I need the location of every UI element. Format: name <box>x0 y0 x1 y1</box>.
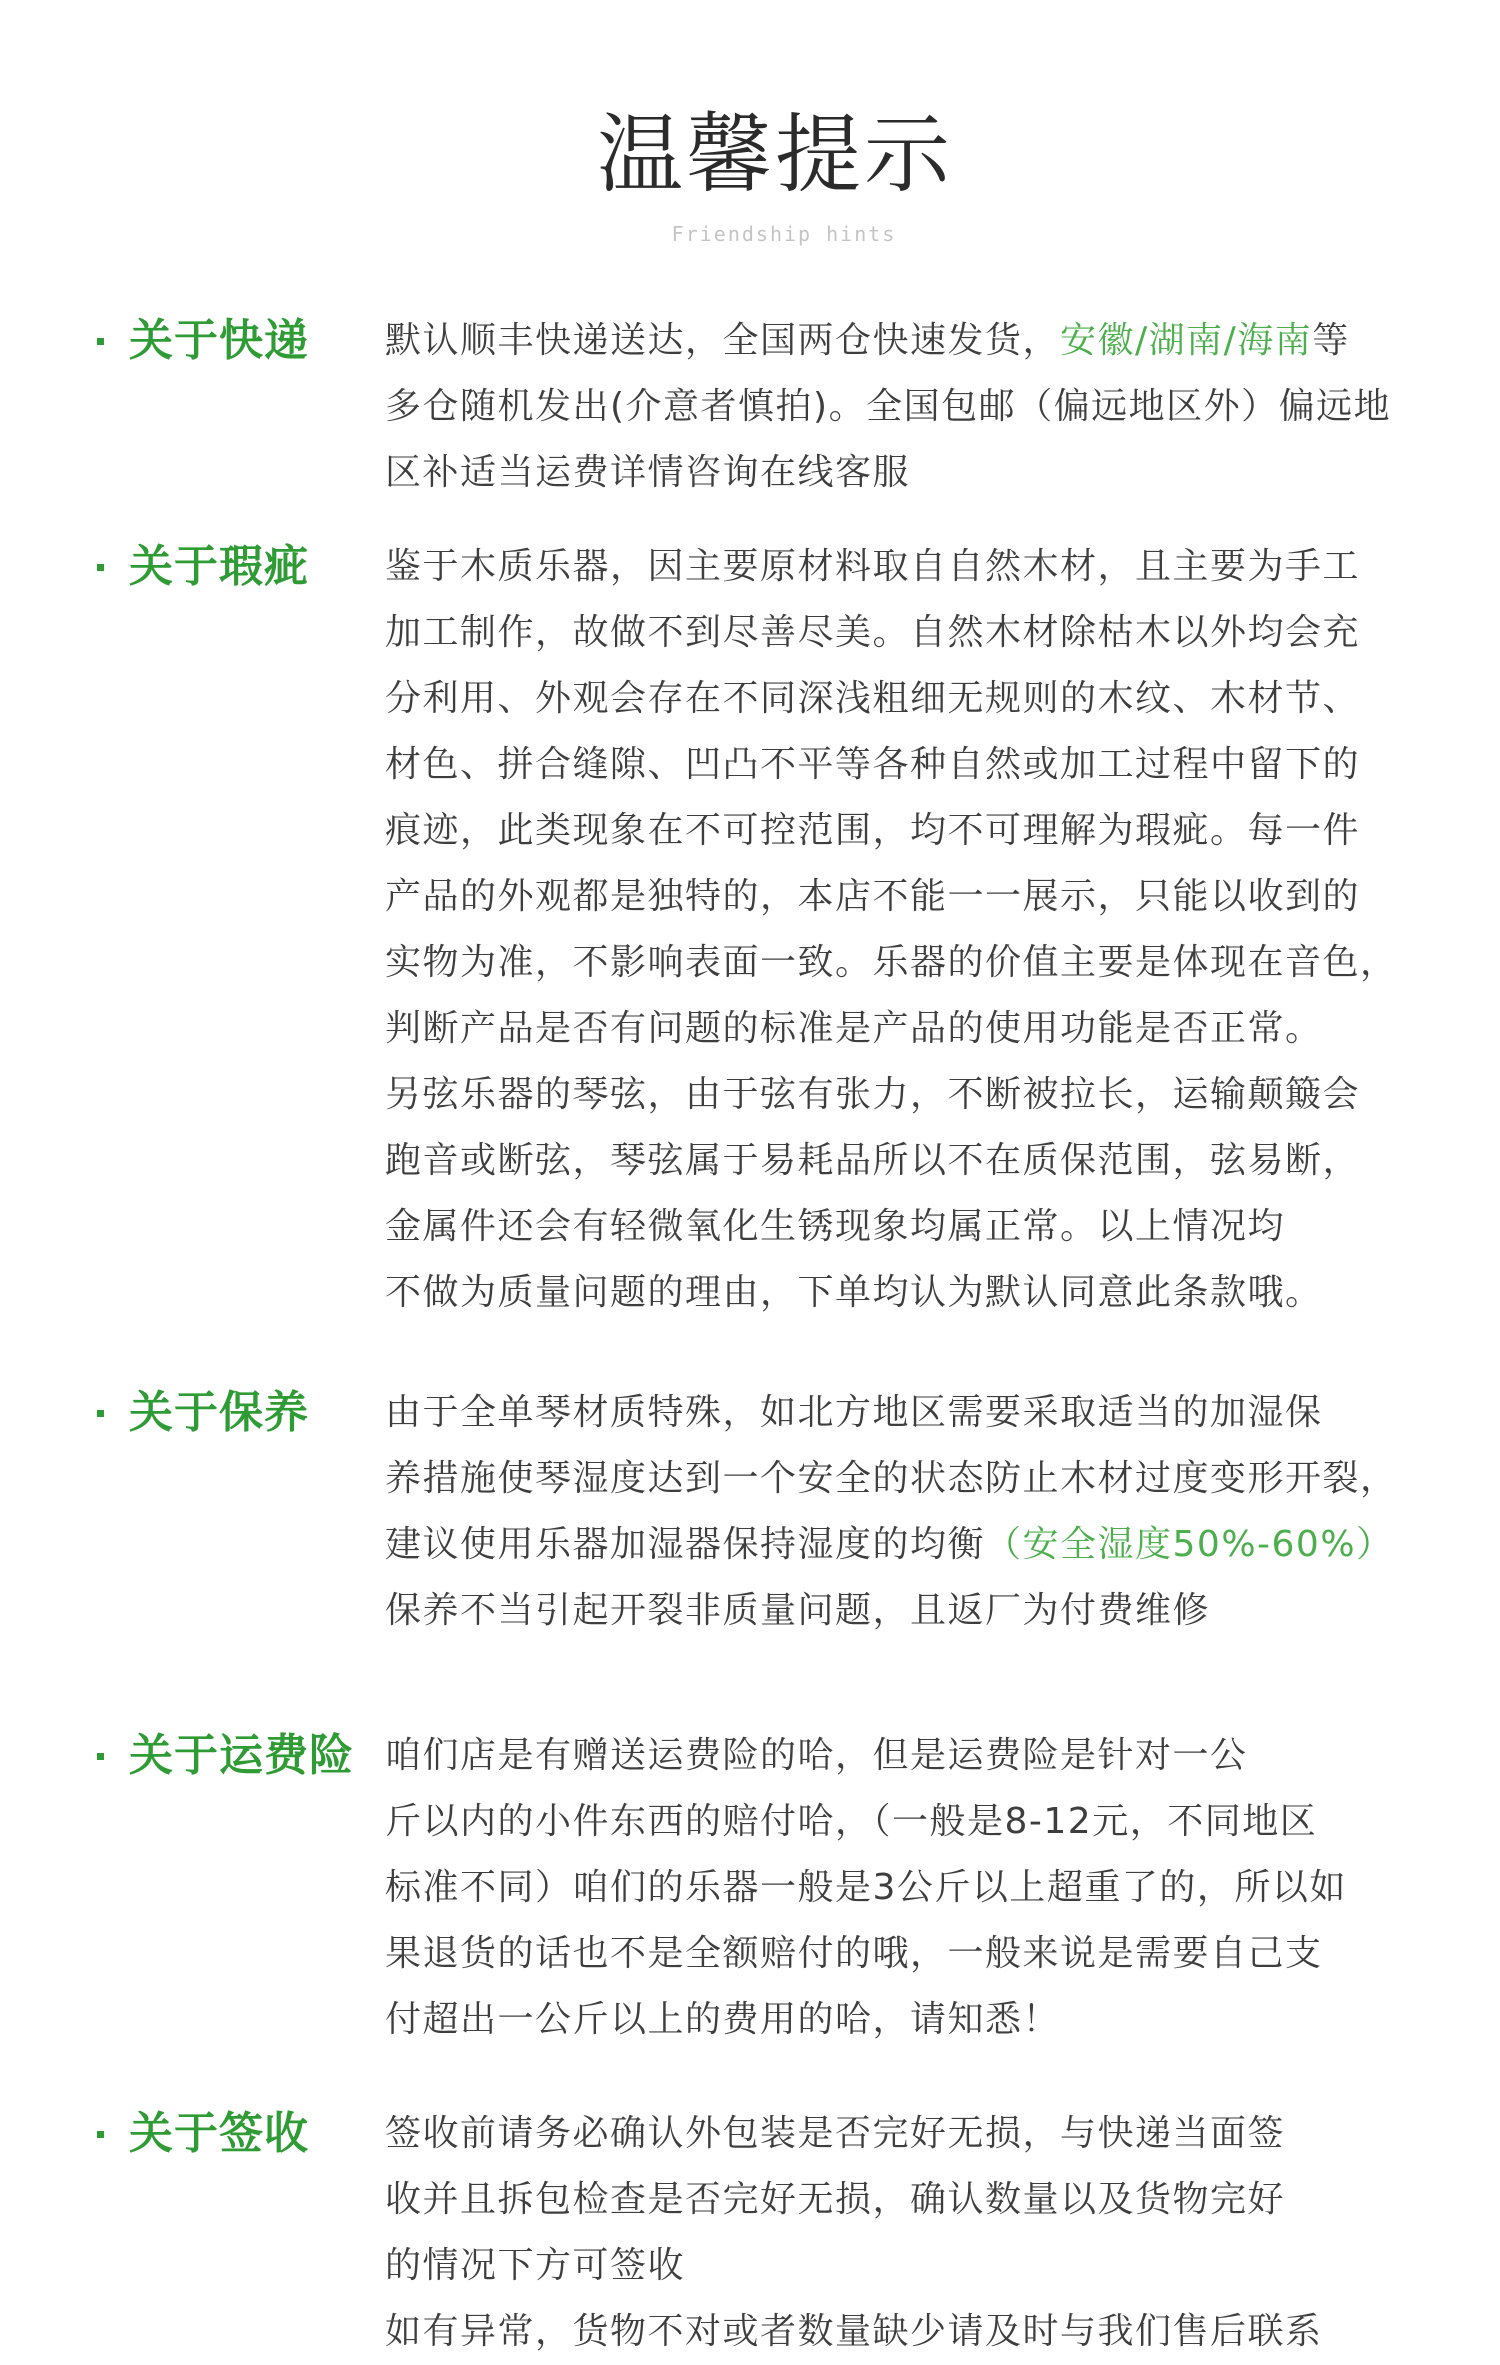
body-line: 由于全单琴材质特殊，如北方地区需要采取适当的加湿保 <box>385 1392 1323 1433</box>
section-receipt <box>0 2101 1500 2352</box>
line-text: 默认顺丰快递送达，全国两仓快速发货， <box>385 320 1061 361</box>
section-shipping <box>0 308 1500 506</box>
section-body <box>385 1723 1465 2053</box>
section-body <box>385 308 1465 506</box>
section-defects <box>0 534 1500 1326</box>
body-line: 的情况下方可签收 <box>385 2245 686 2286</box>
highlight-text: （安全湿度50%-60%） <box>985 1524 1394 1565</box>
section-label: 关于签收 <box>129 2108 309 2159</box>
body-line: 判断产品是否有问题的标准是产品的使用功能是否正常。 <box>385 1008 1323 1049</box>
section-label: 关于快递 <box>129 315 309 366</box>
section-label: 关于瑕疵 <box>129 541 309 592</box>
body-line: 材色、拼合缝隙、凹凸不平等各种自然或加工过程中留下的 <box>385 744 1361 785</box>
highlight-text: 安徽/湖南/海南 <box>1060 320 1313 361</box>
section-label: 关于运费险 <box>129 1730 354 1781</box>
body-line: 果退货的话也不是全额赔付的哦，一般来说是需要自己支 <box>385 1933 1323 1974</box>
body-line: 金属件还会有轻微氧化生锈现象均属正常。以上情况均 <box>385 1206 1286 1247</box>
body-line: 收并且拆包检查是否完好无损，确认数量以及货物完好 <box>385 2179 1286 2220</box>
body-line: 分利用、外观会存在不同深浅粗细无规则的木纹、木材节、 <box>385 678 1361 719</box>
bullet-dot <box>97 1753 104 1760</box>
body-line: 痕迹，此类现象在不可控范围，均不可理解为瑕疵。每一件 <box>385 810 1361 851</box>
bullet-dot <box>97 338 104 345</box>
line-text: 等 <box>1312 320 1350 361</box>
body-line <box>385 1512 1465 1578</box>
body-line: 产品的外观都是独特的，本店不能一一展示，只能以收到的 <box>385 876 1361 917</box>
body-line: 签收前请务必确认外包装是否完好无损，与快递当面签 <box>385 2113 1286 2154</box>
body-line: 不做为质量问题的理由，下单均认为默认同意此条款哦。 <box>385 1272 1323 1313</box>
body-line: 加工制作，故做不到尽善尽美。自然木材除枯木以外均会充 <box>385 612 1361 653</box>
section-shipping-insurance <box>0 1723 1500 2053</box>
body-line: 养措施使琴湿度达到一个安全的状态防止木材过度变形开裂， <box>385 1458 1398 1499</box>
body-line: 多仓随机发出(介意者慎拍)。全国包邮（偏远地区外）偏远地 <box>385 386 1392 427</box>
page-title: 温馨提示 <box>597 105 953 205</box>
body-line-clipped: 如有异常，货物不对或者数量缺少请及时与我们售后联系 <box>385 2311 1323 2352</box>
body-line: 区补适当运费详情咨询在线客服 <box>385 452 911 493</box>
page-subtitle: Friendship hints <box>671 222 897 246</box>
body-line <box>385 308 1465 374</box>
section-label: 关于保养 <box>129 1387 309 1438</box>
body-line: 跑音或断弦，琴弦属于易耗品所以不在质保范围，弦易断， <box>385 1140 1361 1181</box>
line-text: 建议使用乐器加湿器保持湿度的均衡 <box>385 1524 986 1565</box>
bullet-dot <box>97 1410 104 1417</box>
body-line: 斤以内的小件东西的赔付哈，（一般是8-12元，不同地区 <box>385 1801 1318 1842</box>
body-line: 付超出一公斤以上的费用的哈，请知悉！ <box>385 1999 1061 2040</box>
body-line: 鉴于木质乐器，因主要原材料取自自然木材，且主要为手工 <box>385 546 1361 587</box>
body-line: 实物为准，不影响表面一致。乐器的价值主要是体现在音色， <box>385 942 1398 983</box>
section-body <box>385 2101 1465 2352</box>
section-body <box>385 534 1465 1326</box>
body-line: 咱们店是有赠送运费险的哈，但是运费险是针对一公 <box>385 1735 1248 1776</box>
body-line: 另弦乐器的琴弦，由于弦有张力，不断被拉长，运输颠簸会 <box>385 1074 1361 1115</box>
body-line: 标准不同）咱们的乐器一般是3公斤以上超重了的，所以如 <box>385 1867 1347 1908</box>
bullet-dot <box>97 564 104 571</box>
body-line: 保养不当引起开裂非质量问题，且返厂为付费维修 <box>385 1590 1211 1631</box>
section-maintenance <box>0 1380 1500 1644</box>
bullet-dot <box>97 2131 104 2138</box>
section-body <box>385 1380 1465 1644</box>
